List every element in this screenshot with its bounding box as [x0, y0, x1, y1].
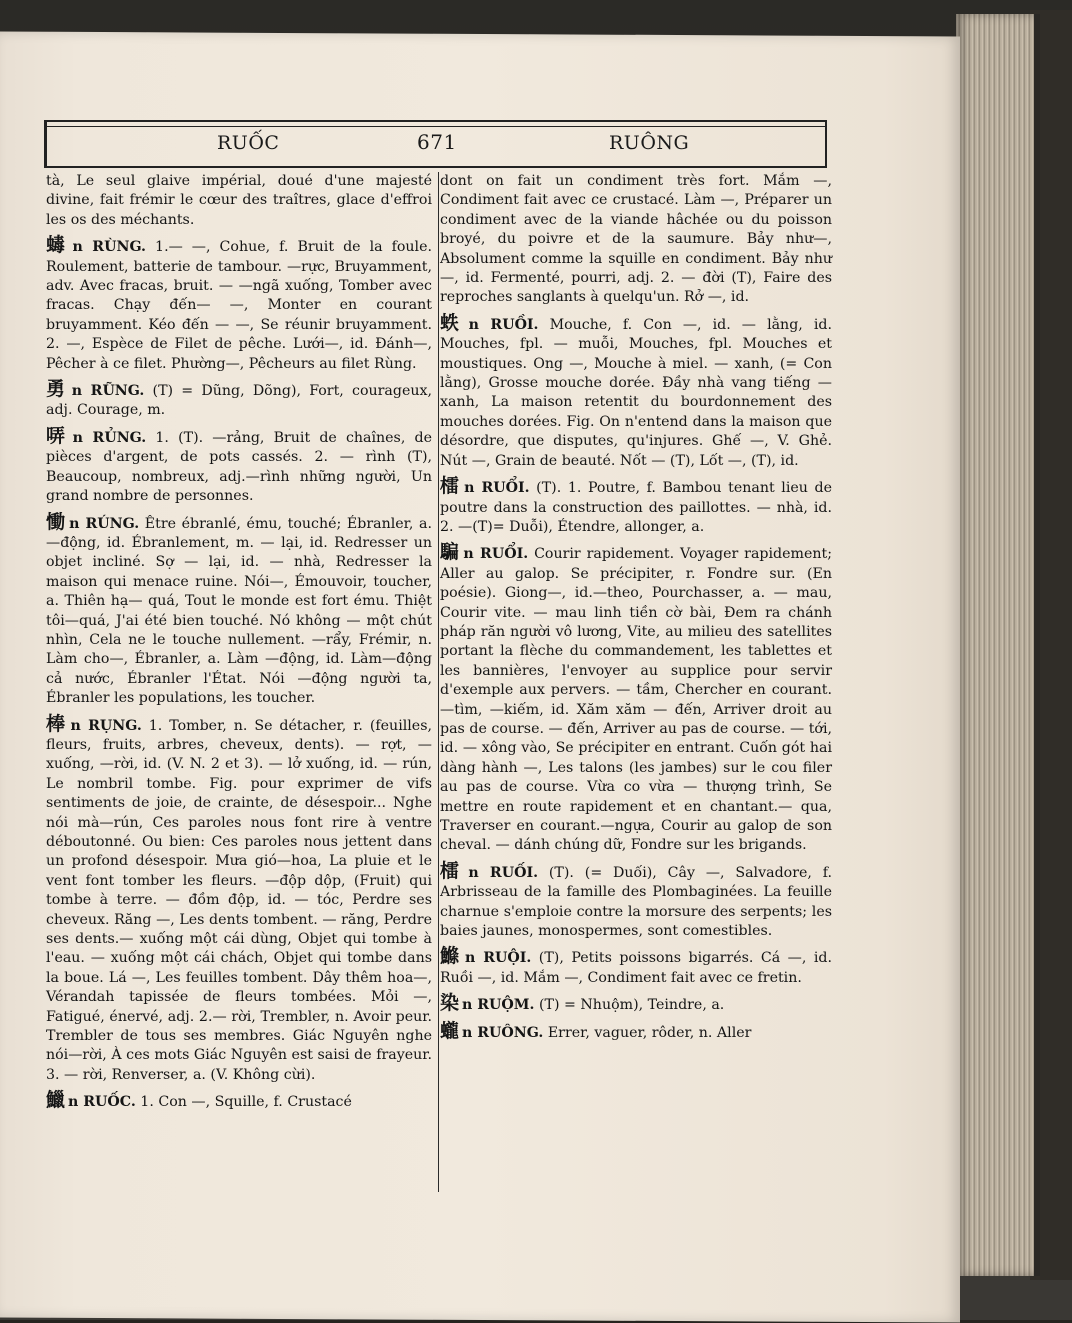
dictionary-entry — [440, 947, 832, 988]
dictionary-entry — [46, 380, 432, 421]
page-number: 671 — [417, 130, 457, 154]
dictionary-entry — [440, 859, 832, 942]
entry-headword: n RỤNG. — [70, 717, 142, 734]
entry-character: 檑 — [440, 475, 462, 498]
entry-headword: n RUỔI. — [463, 546, 529, 563]
entry-character: 勇 — [46, 378, 69, 401]
entry-text: Être ébranlé, ému, touché; Ébranler, a. —động, id. Ébranlement, m. — lại, id. Redresser un objet incliné. Sợ — lại, id. — nhà, Redresser la maison qui menace ruine. Nói—, Émouvoir, toucher, a. Thiên hạ— quá, Tout le monde est fort ému. Thiệt tôi—quá, J'ai été bien touché. Nó không — một chút nhìn, Cela ne le touche nullement. —rẩy, Frémir, n. Làm cho—, Ébranler, a. Làm —động, id. Làm—động cả nước, Ébranler l'État. Nói —động người ta, Ébranler les populations, les toucher. — [46, 515, 432, 707]
page-header — [44, 120, 827, 168]
entry-headword: n RUỐC. — [68, 1094, 136, 1111]
entry-text: (T), Petits poissons bigarrés. Cá —, id. Ruồi —, id. Mắm —, Condiment fait avec ce fretin. — [440, 950, 832, 986]
dictionary-entry — [440, 311, 832, 471]
entry-character: 蠬 — [440, 1019, 460, 1042]
entry-text: dont on fait un condiment très fort. Mắm —, Condiment fait avec ce crustacé. Làm —, Préparer un condiment avec de la viande hâchée ou du poisson broyé, du poivre et de la saumure. Bảy như—, Absolument comme la squille en condiment. Bảy như —, id. Fermenté, pourri, adj. 2. — đời (T), Faire des reproches sanglants à quelqu'un. Rở —, id. — [440, 173, 832, 306]
header-left-word: RUỐC — [217, 132, 280, 154]
dictionary-entry — [440, 994, 832, 1015]
entry-text: 1. Con —, Squille, f. Crustacé — [140, 1094, 352, 1111]
entry-text: Courir rapidement. Voyager rapidement; Aller au galop. Se précipiter, r. Fondre sur. (En poésie). Giong—, id.—theo, Pourchasser, a. — mau, Courir vite. — mau linh tiền cờ bài, Đem ra chánh pháp răn người vô lương, Vite, au milieu des satellites portant la flèche du commandement, les tablettes et les bannières, l'envoyer au supplice pour servir d'exemple aux pervers. — tầm, Chercher en courant. —tìm, —kiếm, id. Xăm xăm — đến, Arriver droit au pas de course. — đến, Arriver au pas de course. — tới, id. — xông vào, Se précipiter en entrant. Cuốn gót hai dàng hành —, Les talons (les jambes) sur le cou filer au pas de course. Vừa co vừa — thượng trình, Se mettre en route rapidement et en chantant.— qua, Traverser en courant.—ngựa, Courir au galop de son cheval. — dánh chúng dữ, Fondre sur les brigands. — [440, 546, 832, 854]
dictionary-entry — [440, 543, 832, 856]
continued-text — [440, 172, 832, 308]
header-right-word: RUÔNG — [609, 132, 690, 154]
entry-character: 蛈 — [440, 311, 466, 334]
header-rule — [47, 126, 825, 127]
column-divider — [438, 172, 439, 1192]
entry-headword: n RUỘI. — [464, 950, 532, 967]
entry-text: (T). (= Duối), Cây —, Salvadore, f. Arbrisseau de la famille des Plombaginées. La feuille charnue s'emploie contre la morsure des serpents; les baies jaunes, monospermes, sont comestibles. — [440, 864, 832, 940]
entry-headword: n RUỔI. — [464, 480, 530, 497]
entry-character: 染 — [440, 992, 460, 1015]
entry-text: (T) = Nhuộm), Teindre, a. — [538, 997, 725, 1014]
dictionary-entry — [46, 510, 432, 709]
entry-headword: n RÙNG. — [72, 239, 146, 256]
entry-text: 1.— —, Cohue, f. Bruit de la foule. Roulement, batterie de tambour. —rực, Bruyamment, adv. Avec fracas, bruit. — —ngã xuống, Tomber avec fracas. Chạy đến— —, Monter en courant bruyamment. Kéo đến — —, Se réunir bruyamment. 2. —, Espèce de Filet de pêche. Lưới—, id. Đánh—, Pêcher à ce filet. Phường—, Pêcheurs au filet Rùng. — [46, 239, 432, 372]
entry-headword: n RŨNG. — [71, 383, 145, 400]
entry-text: (T) = Dũng, Dõng), Fort, courageux, adj. Courage, m. — [46, 383, 432, 419]
entry-character: 鱲 — [46, 1089, 66, 1112]
entry-headword: n RÚNG. — [69, 515, 140, 532]
entry-headword: n RUỘM. — [462, 997, 535, 1014]
entry-text: 1. Tomber, n. Se détacher, r. (feuilles, fleurs, fruits, arbres, cheveux, dents). — rợt, — xuống, —rời, id. (V. N. 2 et 3). — lở xuống, id. — rún, Le nombril tombe. Fig. pour exprimer de vifs sentiments de joie, de crainte, de désespoir... Nghe nói mà—rún, Ces paroles nous font rire à ventre déboutonné. Ou bien: Ces paroles nous jettent dans un profond désespoir. Mưa gió—hoa, La pluie et le vent font tomber les fleurs. —độp dộp, (Fruit) qui tombe à terre. — đồm độp, id. — tóc, Perdre ses cheveux. Răng —, Les dents tombent. — răng, Perdre ses dents.— xuống một cái dùng, Objet qui tombe à l'eau. — xuống một cái chách, Objet qui tombe dans la boue. Lá —, Les feuilles tombent. Dây thêm hoa—, Vérandah tapissée de fleurs tombées. Mỏi —, Fatigué, énervé, adj. 2.— rời, Trembler, n. Avoir peur. Trembler de tous ses membres. Giác Nguyên nghe nói—rời, À ces mots Giác Nguyên est saisi de frayeur. 3. — rời, Renverser, a. (V. Không cừi). — [46, 717, 432, 1083]
entry-text: tà, Le seul glaive impérial, doué d'une majesté divine, fait frémir le cœur des traîtres, glace d'effroi les os des méchants. — [46, 173, 432, 228]
dictionary-entry — [440, 1019, 832, 1043]
entry-text: 1. (T). —rảng, Bruit de chaînes, de pièces d'argent, de pots cassés. 2. — rình (T), Beaucoup, nombreux, adj.—rình những người, Un grand nombre de personnes. — [46, 429, 432, 505]
dictionary-entry — [46, 424, 432, 507]
entry-character: 棒 — [46, 712, 68, 735]
right-column — [440, 172, 832, 1047]
entry-character: 哢 — [46, 424, 70, 447]
entry-text: Mouche, f. Con —, id. — lằng, id. Mouches, fpl. — muỗi, Mouches, fpl. Mouches et moustiques. Ong —, Mouche à miel. — xanh, (= Con lằng), Grosse mouche dorée. Đầy nhà vang tiếng — xanh, La maison retentit du bourdonnement des mouches dorées. Fig. On n'entend dans la maison que désordre, que disputes, qu'injures. Ghế —, V. Ghẻ. Nút —, Grain de beauté. Nốt — (T), Lốt —, (T), id. — [440, 316, 832, 469]
entry-character: 慟 — [46, 510, 67, 533]
continued-text — [46, 172, 432, 230]
entry-headword: n RUỒI. — [468, 316, 539, 333]
dictionary-entry — [46, 1091, 432, 1112]
dictionary-entry — [46, 712, 432, 1086]
entry-text: (T). 1. Poutre, f. Bambou tenant lieu de poutre dans la construction des paillottes. — nhà, id. 2. —(T)= Duỗi), Étendre, allonger, a. — [440, 480, 832, 535]
dictionary-entry — [440, 477, 832, 537]
entry-character: 蝳 — [46, 234, 70, 257]
dictionary-entry — [46, 236, 432, 374]
entry-character: 騙 — [440, 541, 461, 564]
entry-text: Errer, vaguer, rôder, n. Aller — [547, 1024, 752, 1041]
entry-character: 檑 — [440, 859, 466, 882]
left-column — [46, 172, 432, 1117]
entry-character: 鰷 — [440, 945, 462, 968]
entry-headword: n RỦNG. — [72, 429, 147, 446]
entry-headword: n RUỐI. — [468, 864, 539, 881]
entry-headword: n RUÔNG. — [462, 1024, 544, 1041]
page-edges — [956, 14, 1040, 1276]
